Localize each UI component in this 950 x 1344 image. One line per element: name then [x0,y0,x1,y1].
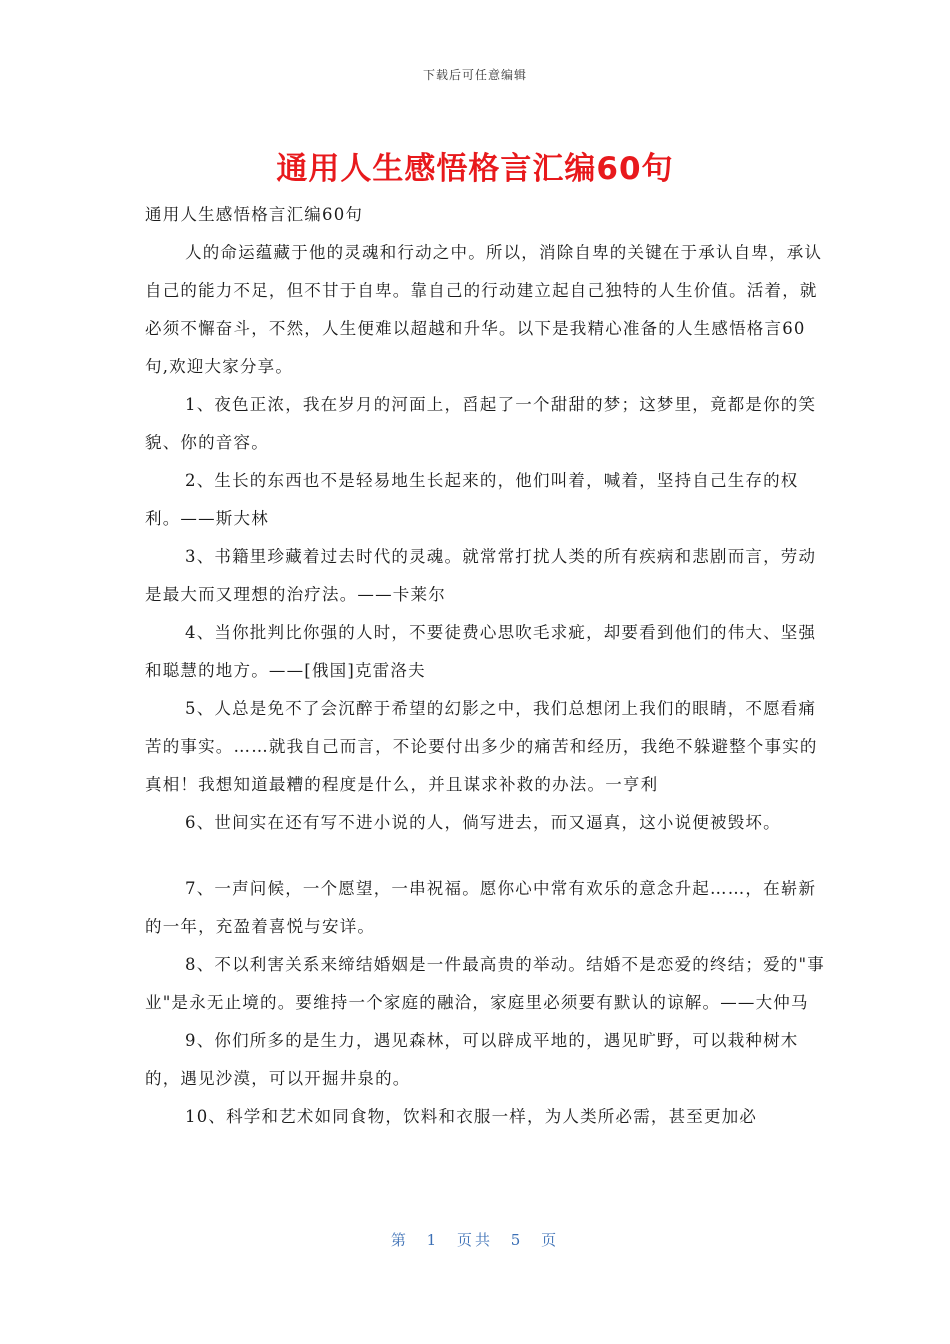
quote-paragraph: 2、生长的东西也不是轻易地生长起来的，他们叫着，喊着，坚持自己生存的权利。——斯大林 [145,471,799,528]
document-body [145,196,825,1136]
quote-paragraph: 3、书籍里珍藏着过去时代的灵魂。就常常打扰人类的所有疾病和悲剧而言，劳动是最大而又理想的治疗法。——卡莱尔 [145,547,817,604]
quote-paragraph: 8、不以利害关系来缔结婚姻是一件最高贵的举动。结婚不是恋爱的终结；爱的"事业"是永无止境的。要维持一个家庭的融洽，家庭里必须要有默认的谅解。——大仲马 [145,955,825,1012]
quote-paragraph: 10、科学和艺术如同食物，饮料和衣服一样，为人类所必需，甚至更加必 [185,1107,758,1126]
document-title: 通用人生感悟格言汇编60句 [276,151,674,187]
page-footer [0,1229,950,1250]
quote-paragraph: 5、人总是免不了会沉醉于希望的幻影之中，我们总想闭上我们的眼睛，不愿看痛苦的事实。……就我自己而言，不论要付出多少的痛苦和经历，我绝不躲避整个事实的真相！我想知道最糟的程度是什么，并且谋求补救的办法。一亨利 [145,699,818,794]
footer-total-pages: 5 [510,1231,524,1249]
header-note: 下载后可任意编辑 [422,68,527,82]
footer-prefix: 第 [390,1231,409,1249]
intro-paragraph: 人的命运蕴藏于他的灵魂和行动之中。所以，消除自卑的关键在于承认自卑，承认自己的能力不足，但不甘于自卑。靠自己的行动建立起自己独特的人生价值。活着，就必须不懈奋斗，不然，人生便难以超越和升华。以下是我精心准备的人生感悟格言60句,欢迎大家分享。 [145,243,823,376]
footer-suffix: 页 [541,1231,560,1249]
quote-paragraph: 7、一声问候，一个愿望，一串祝福。愿你心中常有欢乐的意念升起……，在崭新的一年，充盈着喜悦与安详。 [145,879,817,936]
quote-paragraph: 1、夜色正浓，我在岁月的河面上，舀起了一个甜甜的梦；这梦里，竟都是你的笑貌、你的音容。 [145,395,817,452]
footer-middle: 页共 [456,1231,493,1249]
document-subtitle: 通用人生感悟格言汇编60句 [145,205,364,224]
footer-page-number: 1 [426,1231,440,1249]
quote-paragraph: 6、世间实在还有写不进小说的人，倘写进去，而又逼真，这小说便被毁坏。 [185,813,781,832]
quote-paragraph: 9、你们所多的是生力，遇见森林，可以辟成平地的，遇见旷野，可以栽种树木的，遇见沙漠，可以开掘井泉的。 [145,1031,799,1088]
quote-paragraph: 4、当你批判比你强的人时，不要徒费心思吹毛求疵，却要看到他们的伟大、坚强和聪慧的地方。——[俄国]克雷洛夫 [145,623,817,680]
